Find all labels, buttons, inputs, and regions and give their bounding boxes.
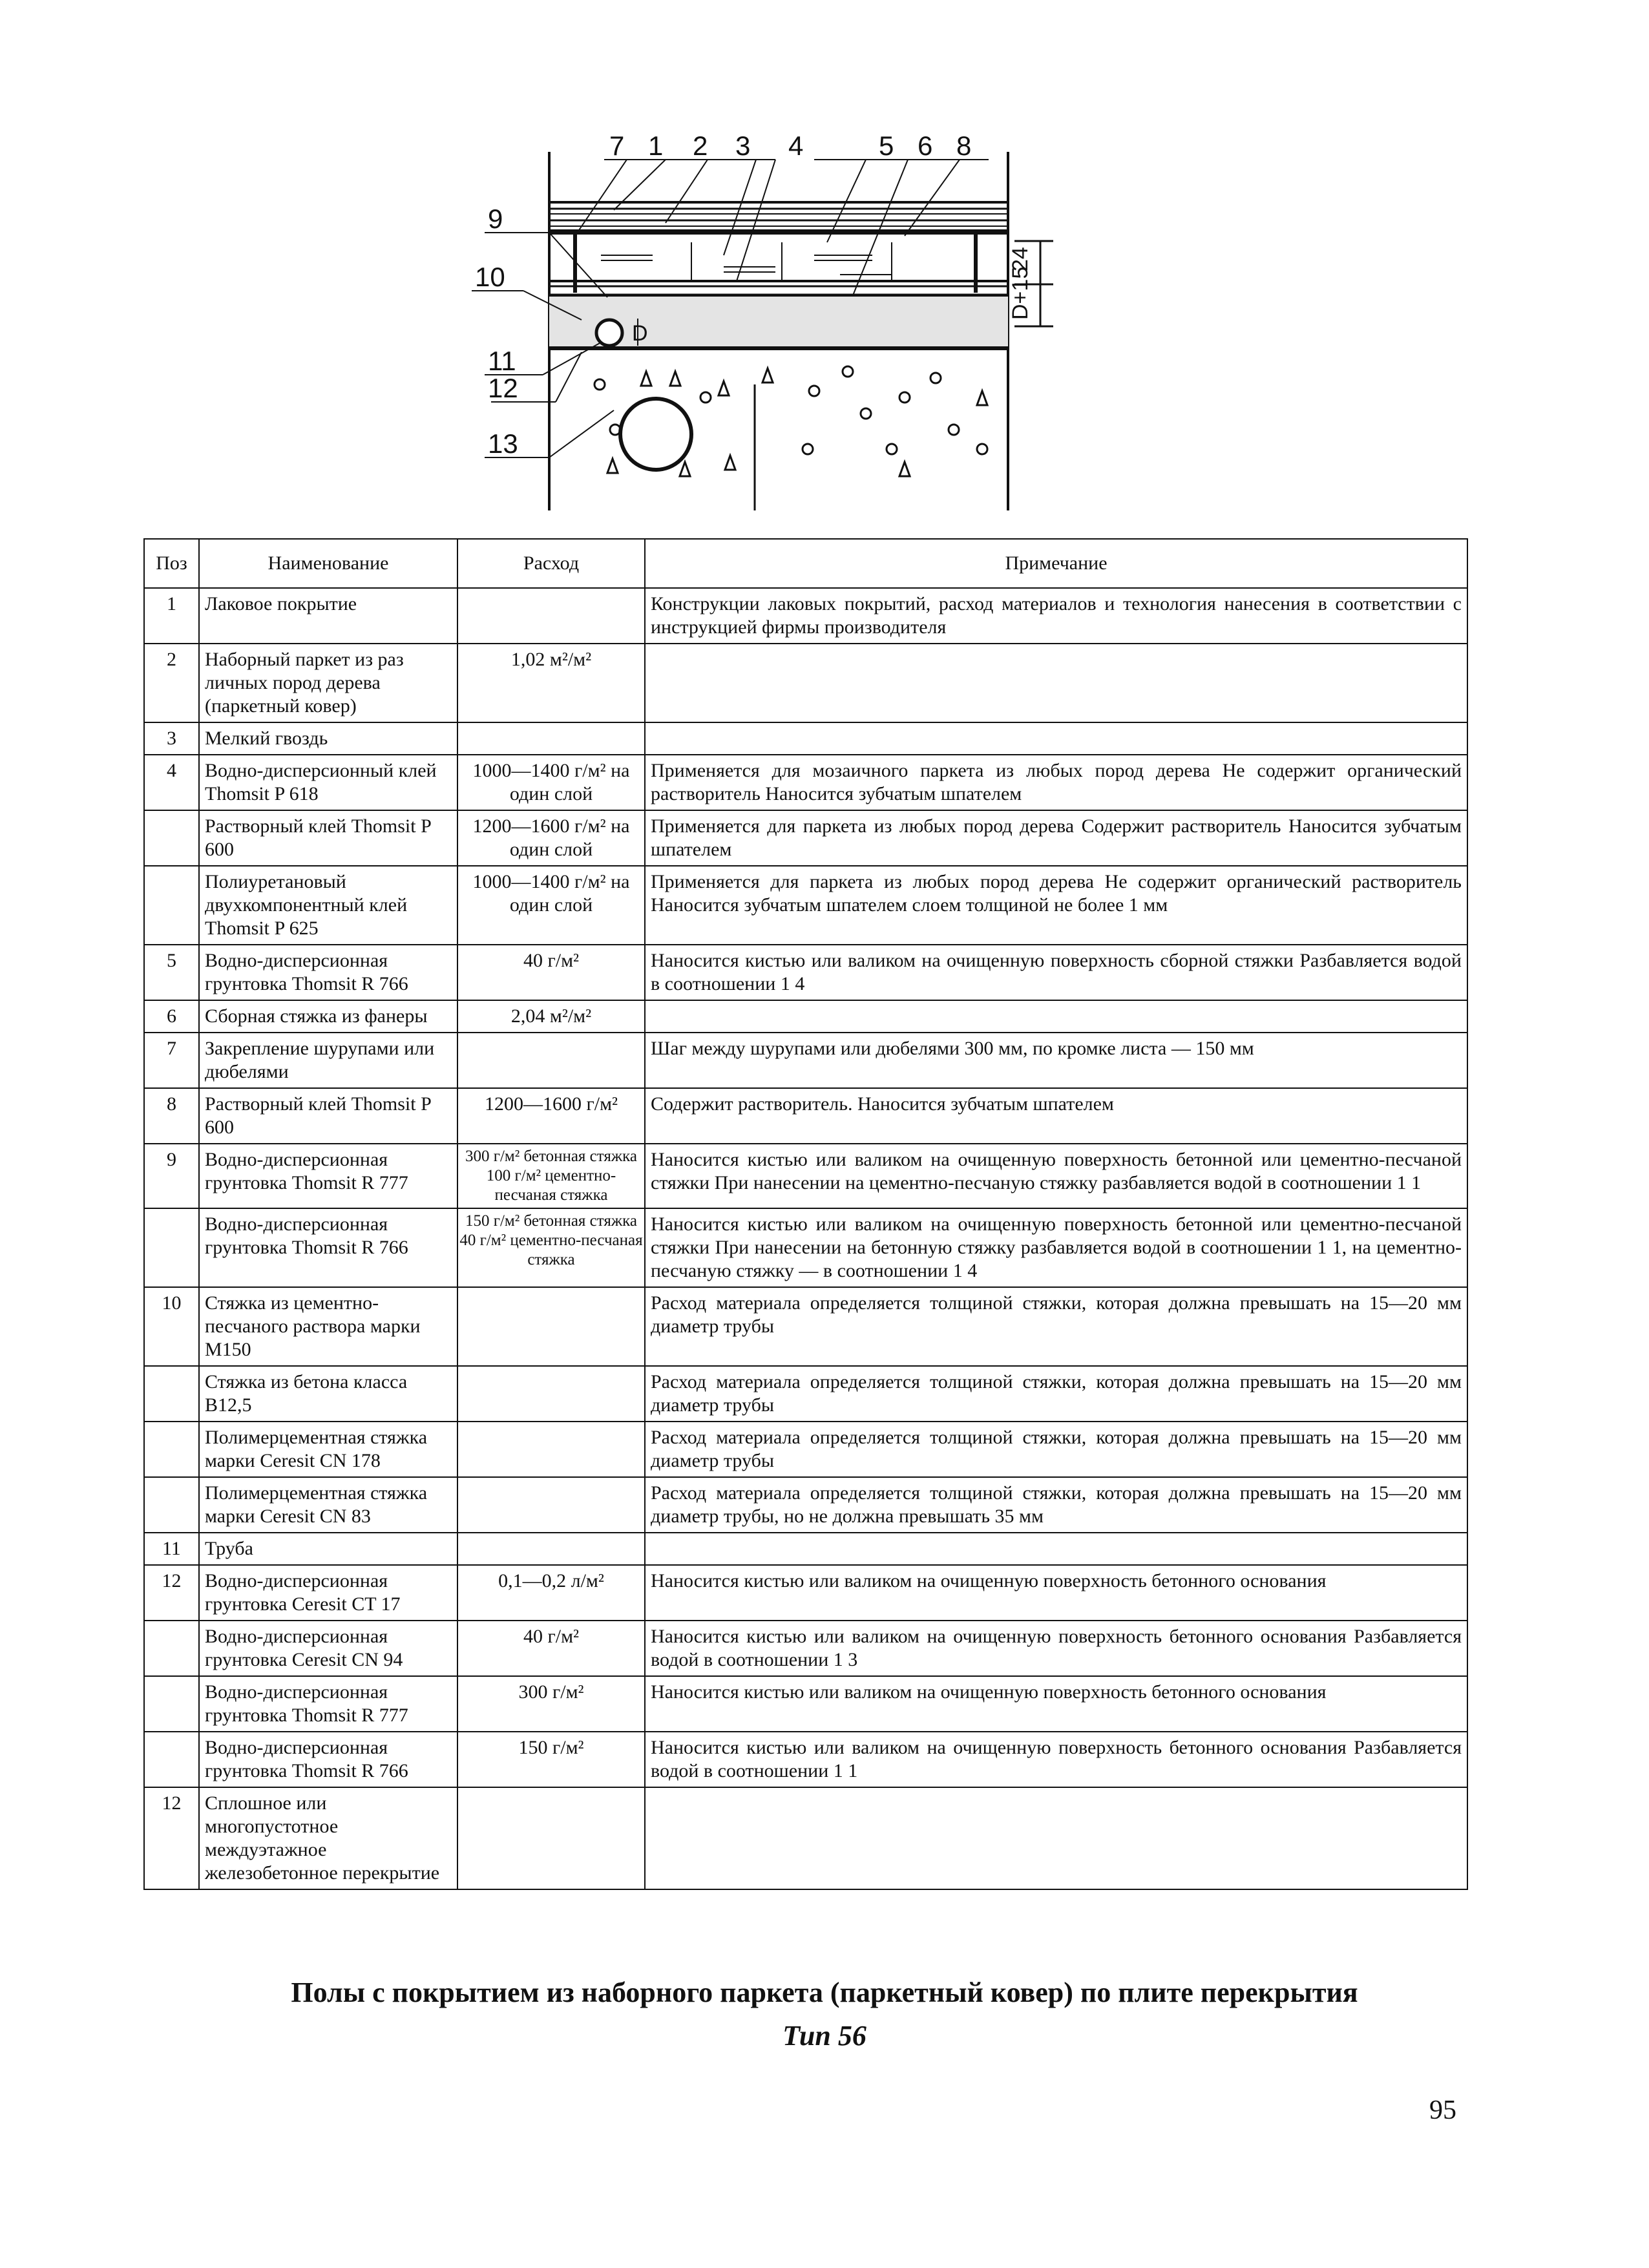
page-number: 95 [1429,2095,1456,2125]
cell-consumption [457,1287,645,1366]
callout-10: 10 [475,262,505,292]
callout-8: 8 [956,131,972,161]
cell-pos: 10 [144,1287,199,1366]
cell-consumption [457,722,645,755]
slab-void [620,399,691,470]
cell-note: Применяется для паркета из любых пород дерева Не содержит органический растворитель Наносится зубчатым шпателем слоем толщиной не более 1 мм [645,866,1467,945]
cell-consumption [457,1422,645,1477]
cell-note [645,1787,1467,1889]
cell-note: Наносится кистью или валиком на очищенную поверхность бетонной или цементно-песчаной стяжки При нанесении на цементно-песчаную стяжку разбавляется водой в соотношении 1 1 [645,1144,1467,1208]
cell-pos: 12 [144,1787,199,1889]
plywood-layer [549,235,1008,295]
table-row [144,1732,1467,1787]
heating-pipe [596,320,622,346]
table-row [144,1000,1467,1033]
cell-consumption [457,1033,645,1088]
table-row [144,1787,1467,1889]
cell-note [645,1533,1467,1565]
cell-name: Лаковое покрытие [199,588,457,644]
cell-consumption [457,1366,645,1422]
cell-name: Сборная стяжка из фанеры [199,1000,457,1033]
cell-note: Конструкции лаковых покрытий, расход материалов и технология нанесения в соответствии с инструкцией фирмы производителя [645,588,1467,644]
cell-consumption: 0,1—0,2 л/м² [457,1565,645,1621]
table-row [144,1208,1467,1287]
cell-pos: 8 [144,1088,199,1144]
slab-layer [594,366,987,476]
callout-4: 4 [788,131,804,161]
floor-section-diagram [452,126,1060,510]
cell-name: Водно-дисперсионная грунтовка Thomsit R 766 [199,945,457,1000]
table-row [144,866,1467,945]
cell-name: Растворный клей Thomsit P 600 [199,1088,457,1144]
cell-note: Наносится кистью или валиком на очищенную поверхность бетонной или цементно-песчаной стяжки При нанесении на бетонную стяжку разбавляется водой в соотношении 1 1, на цементно-песчаную стяжку — в соотношении 1 4 [645,1208,1467,1287]
cell-pos: 7 [144,1033,199,1088]
cell-consumption: 1000—1400 г/м² на один слой [457,866,645,945]
cell-note: Расход материала определяется толщиной стяжки, которая должна превышать на 15—20 мм диаметр трубы, но не должна превышать 35 мм [645,1477,1467,1533]
cell-name: Водно-дисперсионная грунтовка Ceresit CN 94 [199,1621,457,1676]
cell-name: Водно-дисперсионная грунтовка Thomsit R 766 [199,1208,457,1287]
cell-consumption: 2,04 м²/м² [457,1000,645,1033]
callout-5: 5 [879,131,894,161]
cell-name: Мелкий гвоздь [199,722,457,755]
callout-9: 9 [488,204,503,234]
cell-name: Стяжка из бетона класса В12,5 [199,1366,457,1422]
cell-note: Расход материала определяется толщиной стяжки, которая должна превышать на 15—20 мм диаметр трубы [645,1287,1467,1366]
table-row [144,1621,1467,1676]
cell-name: Полимерцементная стяжка марки Ceresit CN 83 [199,1477,457,1533]
callout-7: 7 [609,131,625,161]
cell-pos [144,1477,199,1533]
table-row [144,1676,1467,1732]
cell-note: Применяется для паркета из любых пород дерева Содержит растворитель Наносится зубчатым шпателем [645,810,1467,866]
cell-consumption: 1000—1400 г/м² на один слой [457,755,645,810]
table-row [144,1366,1467,1422]
cell-pos [144,1676,199,1732]
cell-consumption: 150 г/м² бетонная стяжка 40 г/м² цементно-песчаная стяжка [457,1208,645,1287]
cell-consumption: 300 г/м² [457,1676,645,1732]
cell-note: Наносится кистью или валиком на очищенную поверхность бетонного основания [645,1676,1467,1732]
dimension-bottom-label: D+15 [1008,266,1033,320]
header-name: Наименование [199,539,457,588]
callout-1: 1 [648,131,664,161]
cell-pos: 1 [144,588,199,644]
table-row [144,1287,1467,1366]
materials-table [143,538,1468,1890]
cell-consumption: 40 г/м² [457,1621,645,1676]
cell-pos [144,1422,199,1477]
callout-11: 11 [488,346,516,376]
callout-13: 13 [488,428,518,459]
cell-name: Сплошное или многопустотное междуэтажное железобетонное перекрытие [199,1787,457,1889]
cell-pos [144,866,199,945]
cell-note: Шаг между шурупами или дюбелями 300 мм, по кромке листа — 150 мм [645,1033,1467,1088]
cell-consumption: 1200—1600 г/м² [457,1088,645,1144]
cell-consumption: 1,02 м²/м² [457,644,645,722]
table-row [144,945,1467,1000]
cell-pos: 11 [144,1533,199,1565]
cell-name: Закрепление шурупами или дюбелями [199,1033,457,1088]
cell-pos [144,1732,199,1787]
cell-note: Содержит растворитель. Наносится зубчатым шпателем [645,1088,1467,1144]
cell-consumption: 300 г/м² бетонная стяжка 100 г/м² цементно-песчаная стяжка [457,1144,645,1208]
table-row [144,810,1467,866]
page-subtitle: Тип 56 [782,2020,867,2052]
header-consumption: Расход [457,539,645,588]
cell-consumption [457,1787,645,1889]
table-row [144,1533,1467,1565]
cell-note [645,1000,1467,1033]
dimension-top-label: 24 [1008,247,1033,271]
cell-pos: 12 [144,1565,199,1621]
cell-note: Наносится кистью или валиком на очищенную поверхность бетонного основания Разбавляется водой в соотношении 1 3 [645,1621,1467,1676]
cell-pos [144,1366,199,1422]
table-row [144,722,1467,755]
cell-consumption [457,1477,645,1533]
cell-pos: 2 [144,644,199,722]
page-title: Полы с покрытием из наборного паркета (паркетный ковер) по плите перекрытия [291,1977,1358,2008]
cell-consumption [457,588,645,644]
table-row [144,1033,1467,1088]
table-row [144,1422,1467,1477]
callout-3: 3 [735,131,751,161]
cell-note [645,722,1467,755]
pipe-diameter-label: D [632,321,648,346]
table-header-row [144,539,1467,588]
cell-pos: 6 [144,1000,199,1033]
cell-pos: 9 [144,1144,199,1208]
cell-name: Стяжка из цементно-песчаного раствора марки М150 [199,1287,457,1366]
header-note: Примечание [645,539,1467,588]
table-row [144,588,1467,644]
table-row [144,1565,1467,1621]
cell-name: Труба [199,1533,457,1565]
cell-pos [144,810,199,866]
cell-name: Растворный клей Thomsit P 600 [199,810,457,866]
callout-12: 12 [488,373,518,403]
cell-consumption: 40 г/м² [457,945,645,1000]
cell-name: Полиуретановый двухкомпонентный клей Thomsit P 625 [199,866,457,945]
cell-note: Применяется для мозаичного паркета из любых пород дерева Не содержит органический растворитель Наносится зубчатым шпателем [645,755,1467,810]
cell-note: Наносится кистью или валиком на очищенную поверхность бетонного основания Разбавляется водой в соотношении 1 1 [645,1732,1467,1787]
cell-pos: 3 [144,722,199,755]
table-row [144,1088,1467,1144]
cell-note: Наносится кистью или валиком на очищенную поверхность бетонного основания [645,1565,1467,1621]
cell-note [645,644,1467,722]
cell-consumption: 150 г/м² [457,1732,645,1787]
cell-name: Водно-дисперсионная грунтовка Thomsit R 766 [199,1732,457,1787]
header-pos: Поз [144,539,199,588]
cell-name: Водно-дисперсионная грунтовка Thomsit R 777 [199,1676,457,1732]
callout-6: 6 [918,131,933,161]
callout-2: 2 [693,131,708,161]
cell-pos: 5 [144,945,199,1000]
cell-consumption: 1200—1600 г/м² на один слой [457,810,645,866]
cell-note: Расход материала определяется толщиной стяжки, которая должна превышать на 15—20 мм диаметр трубы [645,1422,1467,1477]
table-row [144,1477,1467,1533]
cell-name: Наборный паркет из раз личных пород дерева (паркетный ковер) [199,644,457,722]
cell-note: Расход материала определяется толщиной стяжки, которая должна превышать на 15—20 мм диаметр трубы [645,1366,1467,1422]
table-row [144,755,1467,810]
cell-name: Водно-дисперсионный клей Thomsit P 618 [199,755,457,810]
cell-name: Водно-дисперсионная грунтовка Ceresit CT 17 [199,1565,457,1621]
cell-name: Полимерцементная стяжка марки Ceresit CN 178 [199,1422,457,1477]
table-row [144,1144,1467,1208]
screed-layer [549,297,1008,348]
cell-name: Водно-дисперсионная грунтовка Thomsit R 777 [199,1144,457,1208]
cell-pos: 4 [144,755,199,810]
cell-note: Наносится кистью или валиком на очищенную поверхность сборной стяжки Разбавляется водой в соотношении 1 4 [645,945,1467,1000]
table-row [144,644,1467,722]
cell-consumption [457,1533,645,1565]
cell-pos [144,1208,199,1287]
cell-pos [144,1621,199,1676]
